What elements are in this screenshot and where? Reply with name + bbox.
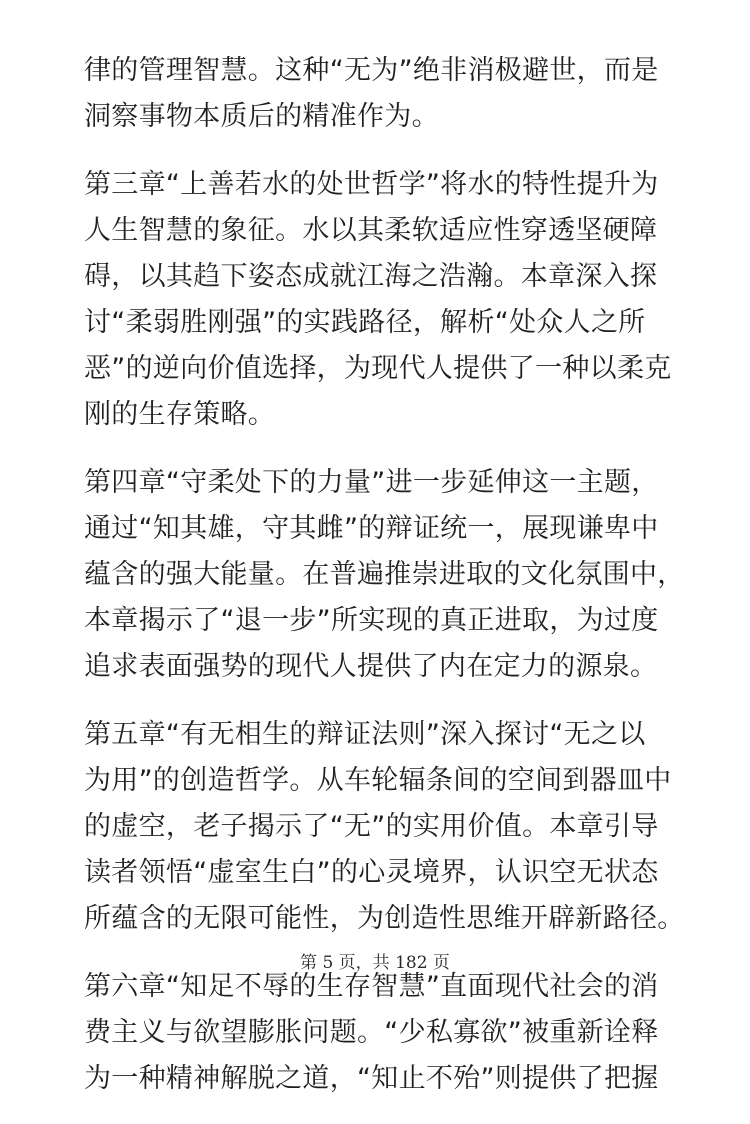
text-line: 为一种精神解脱之道，“知止不殆”则提供了把握 — [84, 1063, 659, 1094]
paragraph-chapter-6 — [84, 964, 680, 1102]
text-line: 洞察事物本质后的精准作为。 — [84, 101, 439, 132]
text-line: 费主义与欲望膨胀问题。“少私寡欲”被重新诠释 — [84, 1017, 659, 1048]
paragraph-chapter-5 — [84, 712, 685, 942]
text-line: 本章揭示了“退一步”所实现的真正进取，为过度 — [84, 605, 659, 636]
text-line: 读者领悟“虚室生白”的心灵境界，认识空无状态 — [84, 857, 659, 888]
text-line: 蕴含的强大能量。在普遍推崇进取的文化氛围中， — [84, 559, 685, 590]
text-line: 第六章“知足不辱的生存智慧”直面现代社会的消 — [84, 971, 659, 1002]
paragraph-chapter-4 — [84, 460, 685, 690]
text-line: 的虚空，老子揭示了“无”的实用价值。本章引导 — [84, 811, 659, 842]
paragraph-chapter-3 — [84, 162, 680, 438]
text-line: 讨“柔弱胜刚强”的实践路径，解析“处众人之所 — [84, 307, 646, 338]
text-line: 律的管理智慧。这种“无为”绝非消极避世，而是 — [84, 55, 659, 86]
text-line: 第三章“上善若水的处世哲学”将水的特性提升为 — [84, 169, 659, 200]
text-line: 追求表面强势的现代人提供了内在定力的源泉。 — [84, 651, 658, 682]
text-line: 第四章“守柔处下的力量”进一步延伸这一主题， — [84, 467, 659, 498]
text-line: 碍，以其趋下姿态成就江海之浩瀚。本章深入探 — [84, 261, 658, 292]
page-number-footer: 第 5 页，共 182 页 — [300, 953, 450, 973]
text-line: 为用”的创造哲学。从车轮辐条间的空间到器皿中 — [84, 765, 672, 796]
text-line: 人生智慧的象征。水以其柔软适应性穿透坚硬障 — [84, 215, 658, 246]
paragraph-1 — [84, 48, 680, 140]
text-line: 所蕴含的无限可能性，为创造性思维开辟新路径。 — [84, 903, 685, 934]
text-line: 通过“知其雄，守其雌”的辩证统一，展现谦卑中 — [84, 513, 659, 544]
text-line: 第五章“有无相生的辩证法则”深入探讨“无之以 — [84, 719, 646, 750]
text-line: 刚的生存策略。 — [84, 399, 276, 430]
text-line: 恶”的逆向价值选择，为现代人提供了一种以柔克 — [84, 353, 672, 384]
